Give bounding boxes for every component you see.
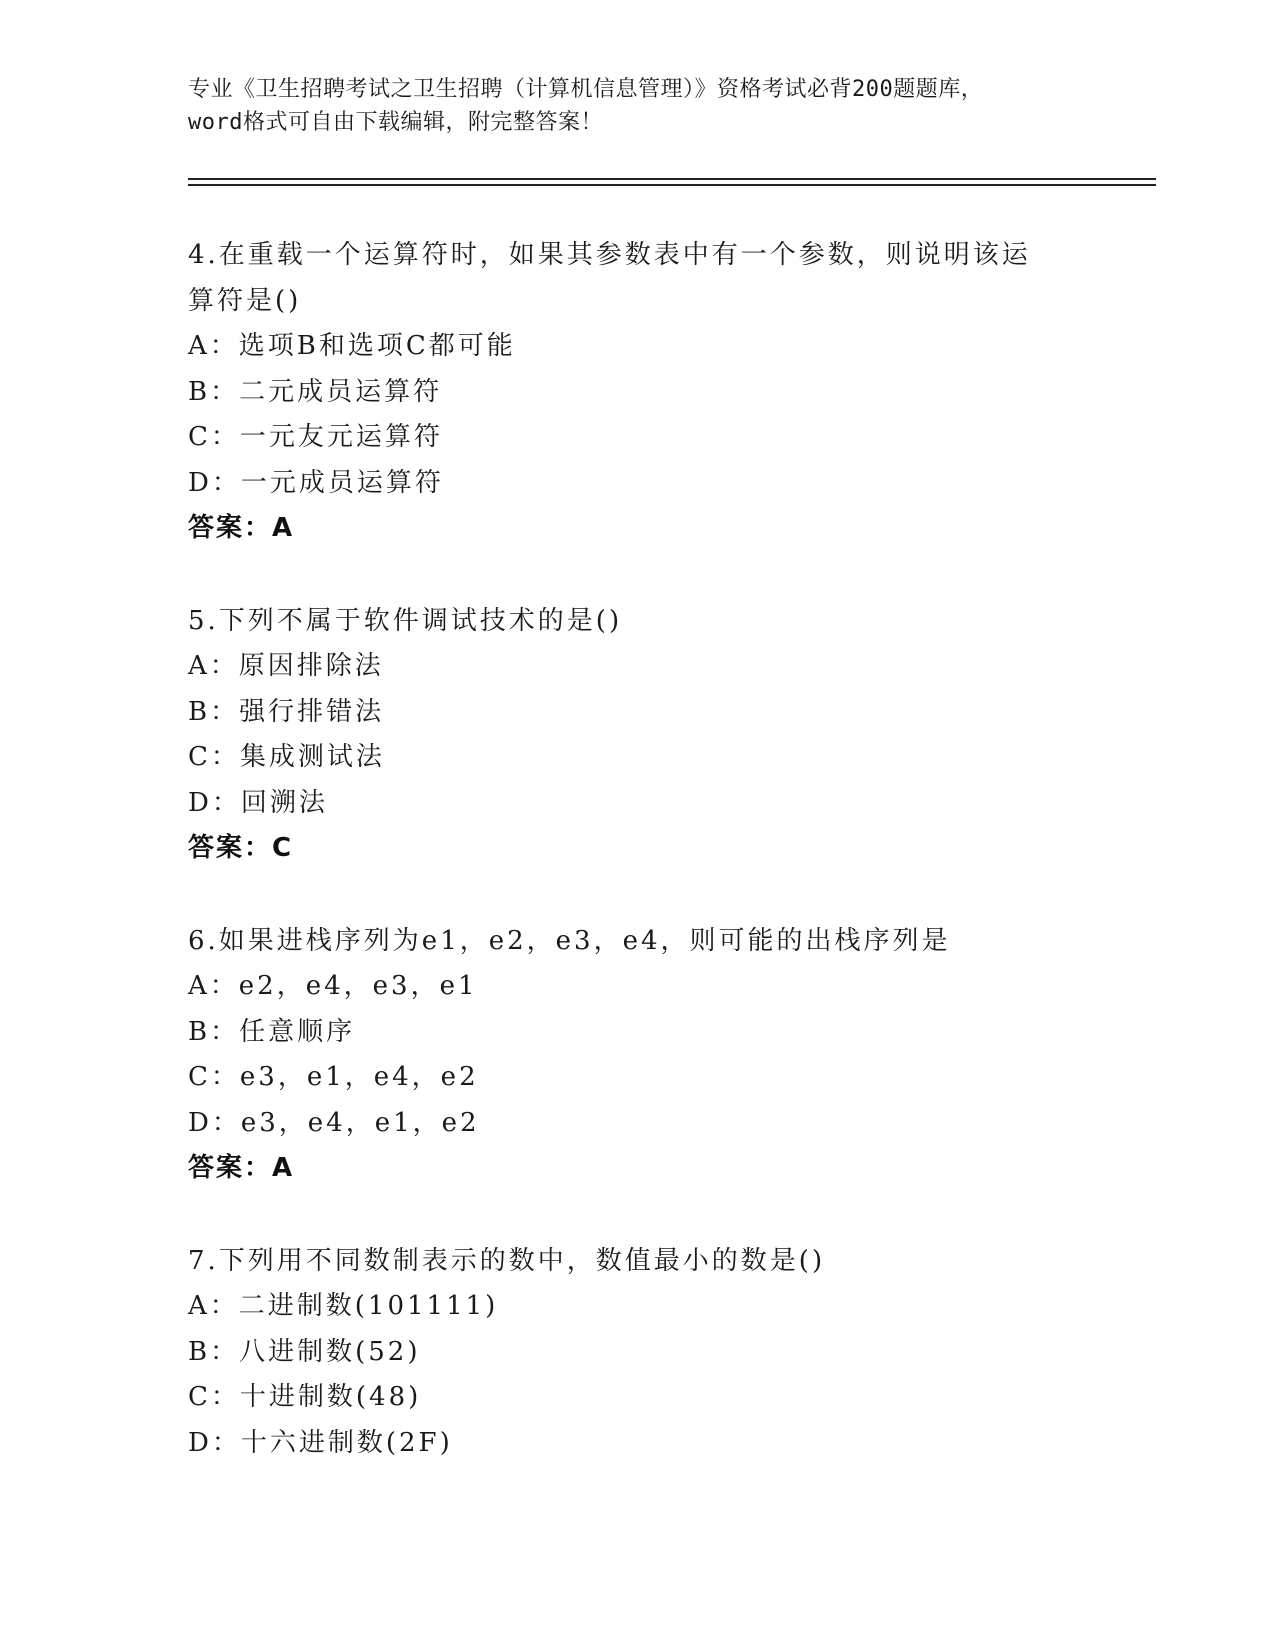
question-title: 5.下列不属于软件调试技术的是() [188,605,623,636]
option-c: C：集成测试法 [188,742,385,772]
answer-label: 答案：A [188,513,295,543]
question-6 [188,919,1088,1192]
question-7 [188,1239,1088,1467]
header-title-line-2: word格式可自由下载编辑，附完整答案！ [188,110,603,135]
answer-label: 答案：C [188,833,294,863]
option-d: D：一元成员运算符 [188,467,444,498]
option-c: C：十进制数(48) [188,1382,422,1412]
option-c: C：e3，e1，e4，e2 [188,1062,479,1092]
question-title: 6.如果进栈序列为e1，e2，e3，e4，则可能的出栈序列是 [188,925,951,956]
option-d: D：回溯法 [188,787,328,818]
option-a: A：原因排除法 [188,651,384,681]
header-divider-top [188,178,1156,180]
option-a: A：e2，e4，e3，e1 [188,971,478,1001]
question-list [188,233,1088,1513]
question-title: 4.在重载一个运算符时，如果其参数表中有一个参数，则说明该运算符是() [188,240,1031,316]
answer-label: 答案：A [188,1153,295,1183]
option-b: B：八进制数(52) [188,1336,421,1367]
header-divider-bottom [188,184,1156,186]
option-d: D：十六进制数(2F) [188,1427,453,1458]
option-a: A：选项B和选项C都可能 [188,331,516,361]
option-b: B：强行排错法 [188,696,385,727]
question-title: 7.下列用不同数制表示的数中，数值最小的数是() [188,1245,826,1276]
option-a: A：二进制数(101111) [188,1291,499,1321]
header-title-line-1: 专业《卫生招聘考试之卫生招聘（计算机信息管理）》资格考试必背200题题库， [188,77,984,102]
option-b: B：任意顺序 [188,1016,356,1047]
option-c: C：一元友元运算符 [188,422,443,452]
option-b: B：二元成员运算符 [188,376,443,407]
question-5 [188,599,1088,872]
option-d: D：e3，e4，e1，e2 [188,1107,480,1138]
document-header [188,73,1088,139]
question-4 [188,233,1088,552]
